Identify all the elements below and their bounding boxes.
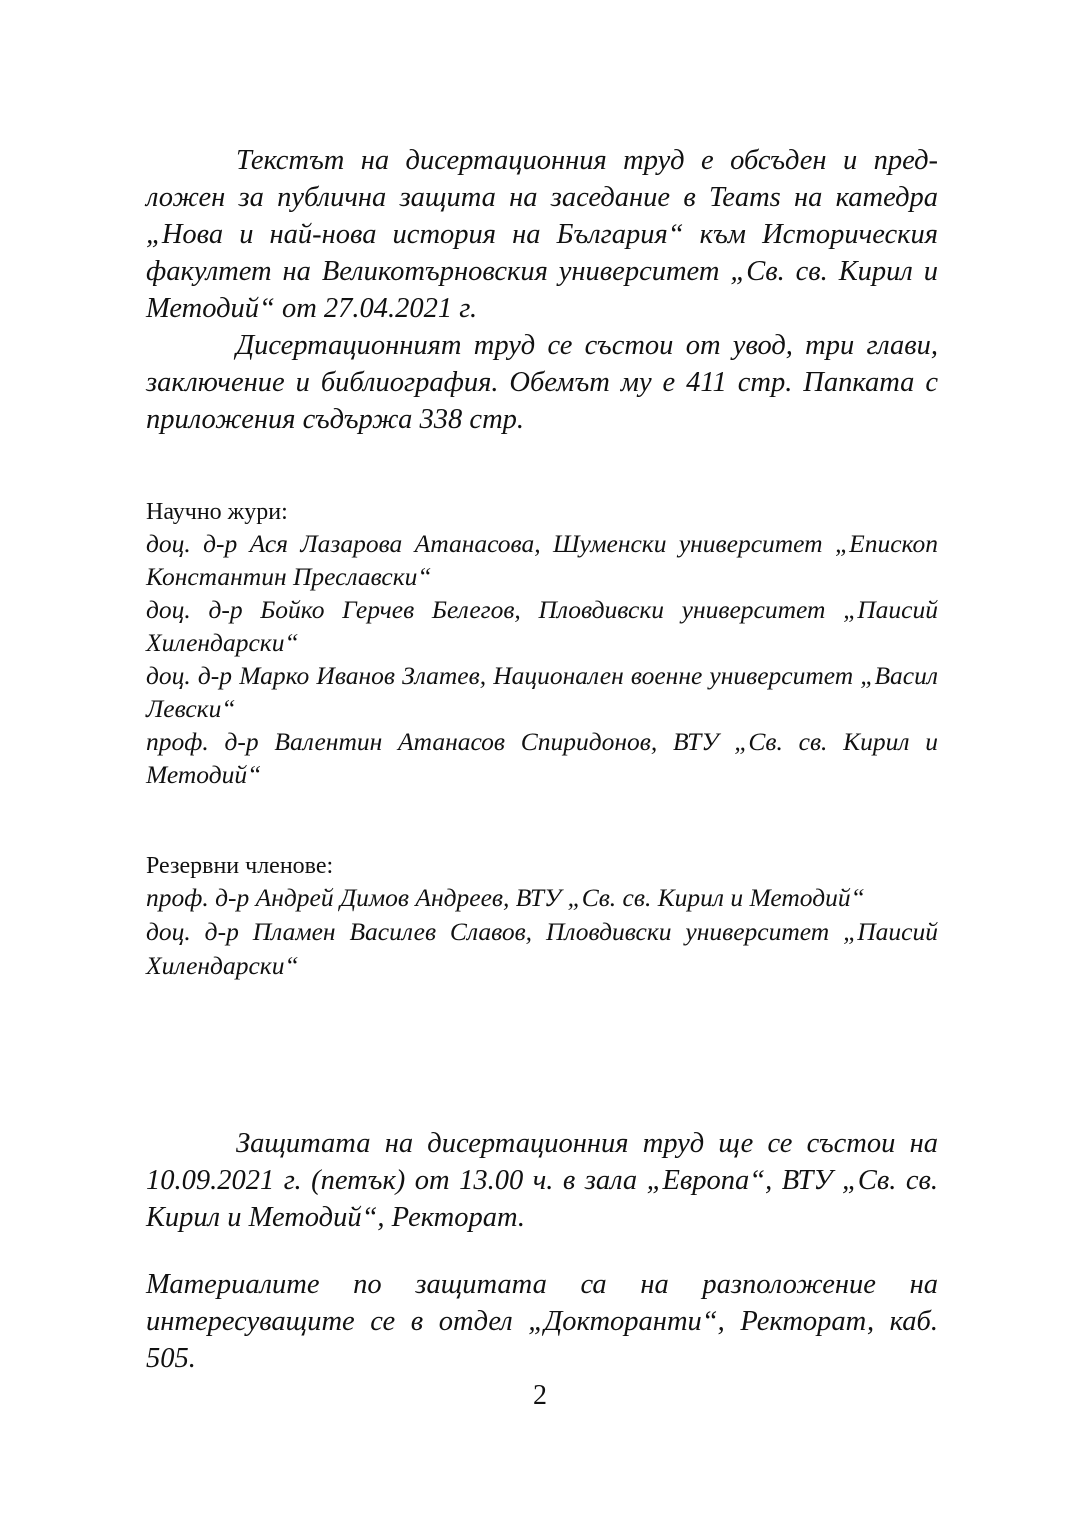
materials-paragraph: Материалите по защитата са на разположение на интересуващите се в отдел „Докторанти“, Ректорат, каб. 505.	[146, 1269, 938, 1374]
jury-member: доц. д-р Бойко Герчев Белегов, Пловдивски университет „Паисий Хилендарски“	[146, 595, 938, 657]
jury-heading: Научно жури:	[146, 499, 288, 525]
intro-section	[146, 142, 938, 438]
defense-paragraph: Защитата на дисертационния труд ще се състои на 10.09.2021 г. (петък) от 13.00 ч. в зала „Европа“, ВТУ „Св. св. Кирил и Методий“, Ректорат.	[146, 1128, 938, 1233]
intro-paragraph-thesis-structure: Дисертационният труд се състои от увод, три глави, заключение и библиография. Обемът му е 411 стр. Папката с приложения съдържа 338 стр.	[146, 330, 938, 435]
reserve-member: проф. д-р Андрей Димов Андреев, ВТУ „Св. св. Кирил и Методий“	[146, 883, 865, 912]
jury-member: проф. д-р Валентин Атанасов Спиридонов, ВТУ „Св. св. Кирил и Методий“	[146, 727, 938, 789]
intro-paragraph-thesis-discussion: Текстът на дисертационния труд е обсъден и пред-ложен за публична защита на заседание в Teams на катедра „Нова и най-нова история на България“ към Историческия факултет на Великотърновския университет „Св. св. Кирил и Методий“ от 27.04.2021 г.	[146, 145, 938, 324]
materials-section	[146, 1266, 938, 1377]
defense-section	[146, 1125, 938, 1236]
reserve-section	[146, 851, 938, 983]
jury-member: доц. д-р Марко Иванов Златев, Национален военне университет „Васил Левски“	[146, 661, 938, 723]
reserve-member: доц. д-р Пламен Василев Славов, Пловдивски университет „Паисий Хилендарски“	[146, 917, 938, 980]
jury-section	[146, 497, 938, 791]
page-number: 2	[533, 1380, 547, 1411]
jury-member: доц. д-р Ася Лазарова Атанасова, Шуменски университет „Епископ Константин Преславски“	[146, 529, 938, 591]
reserve-heading: Резервни членове:	[146, 853, 334, 879]
